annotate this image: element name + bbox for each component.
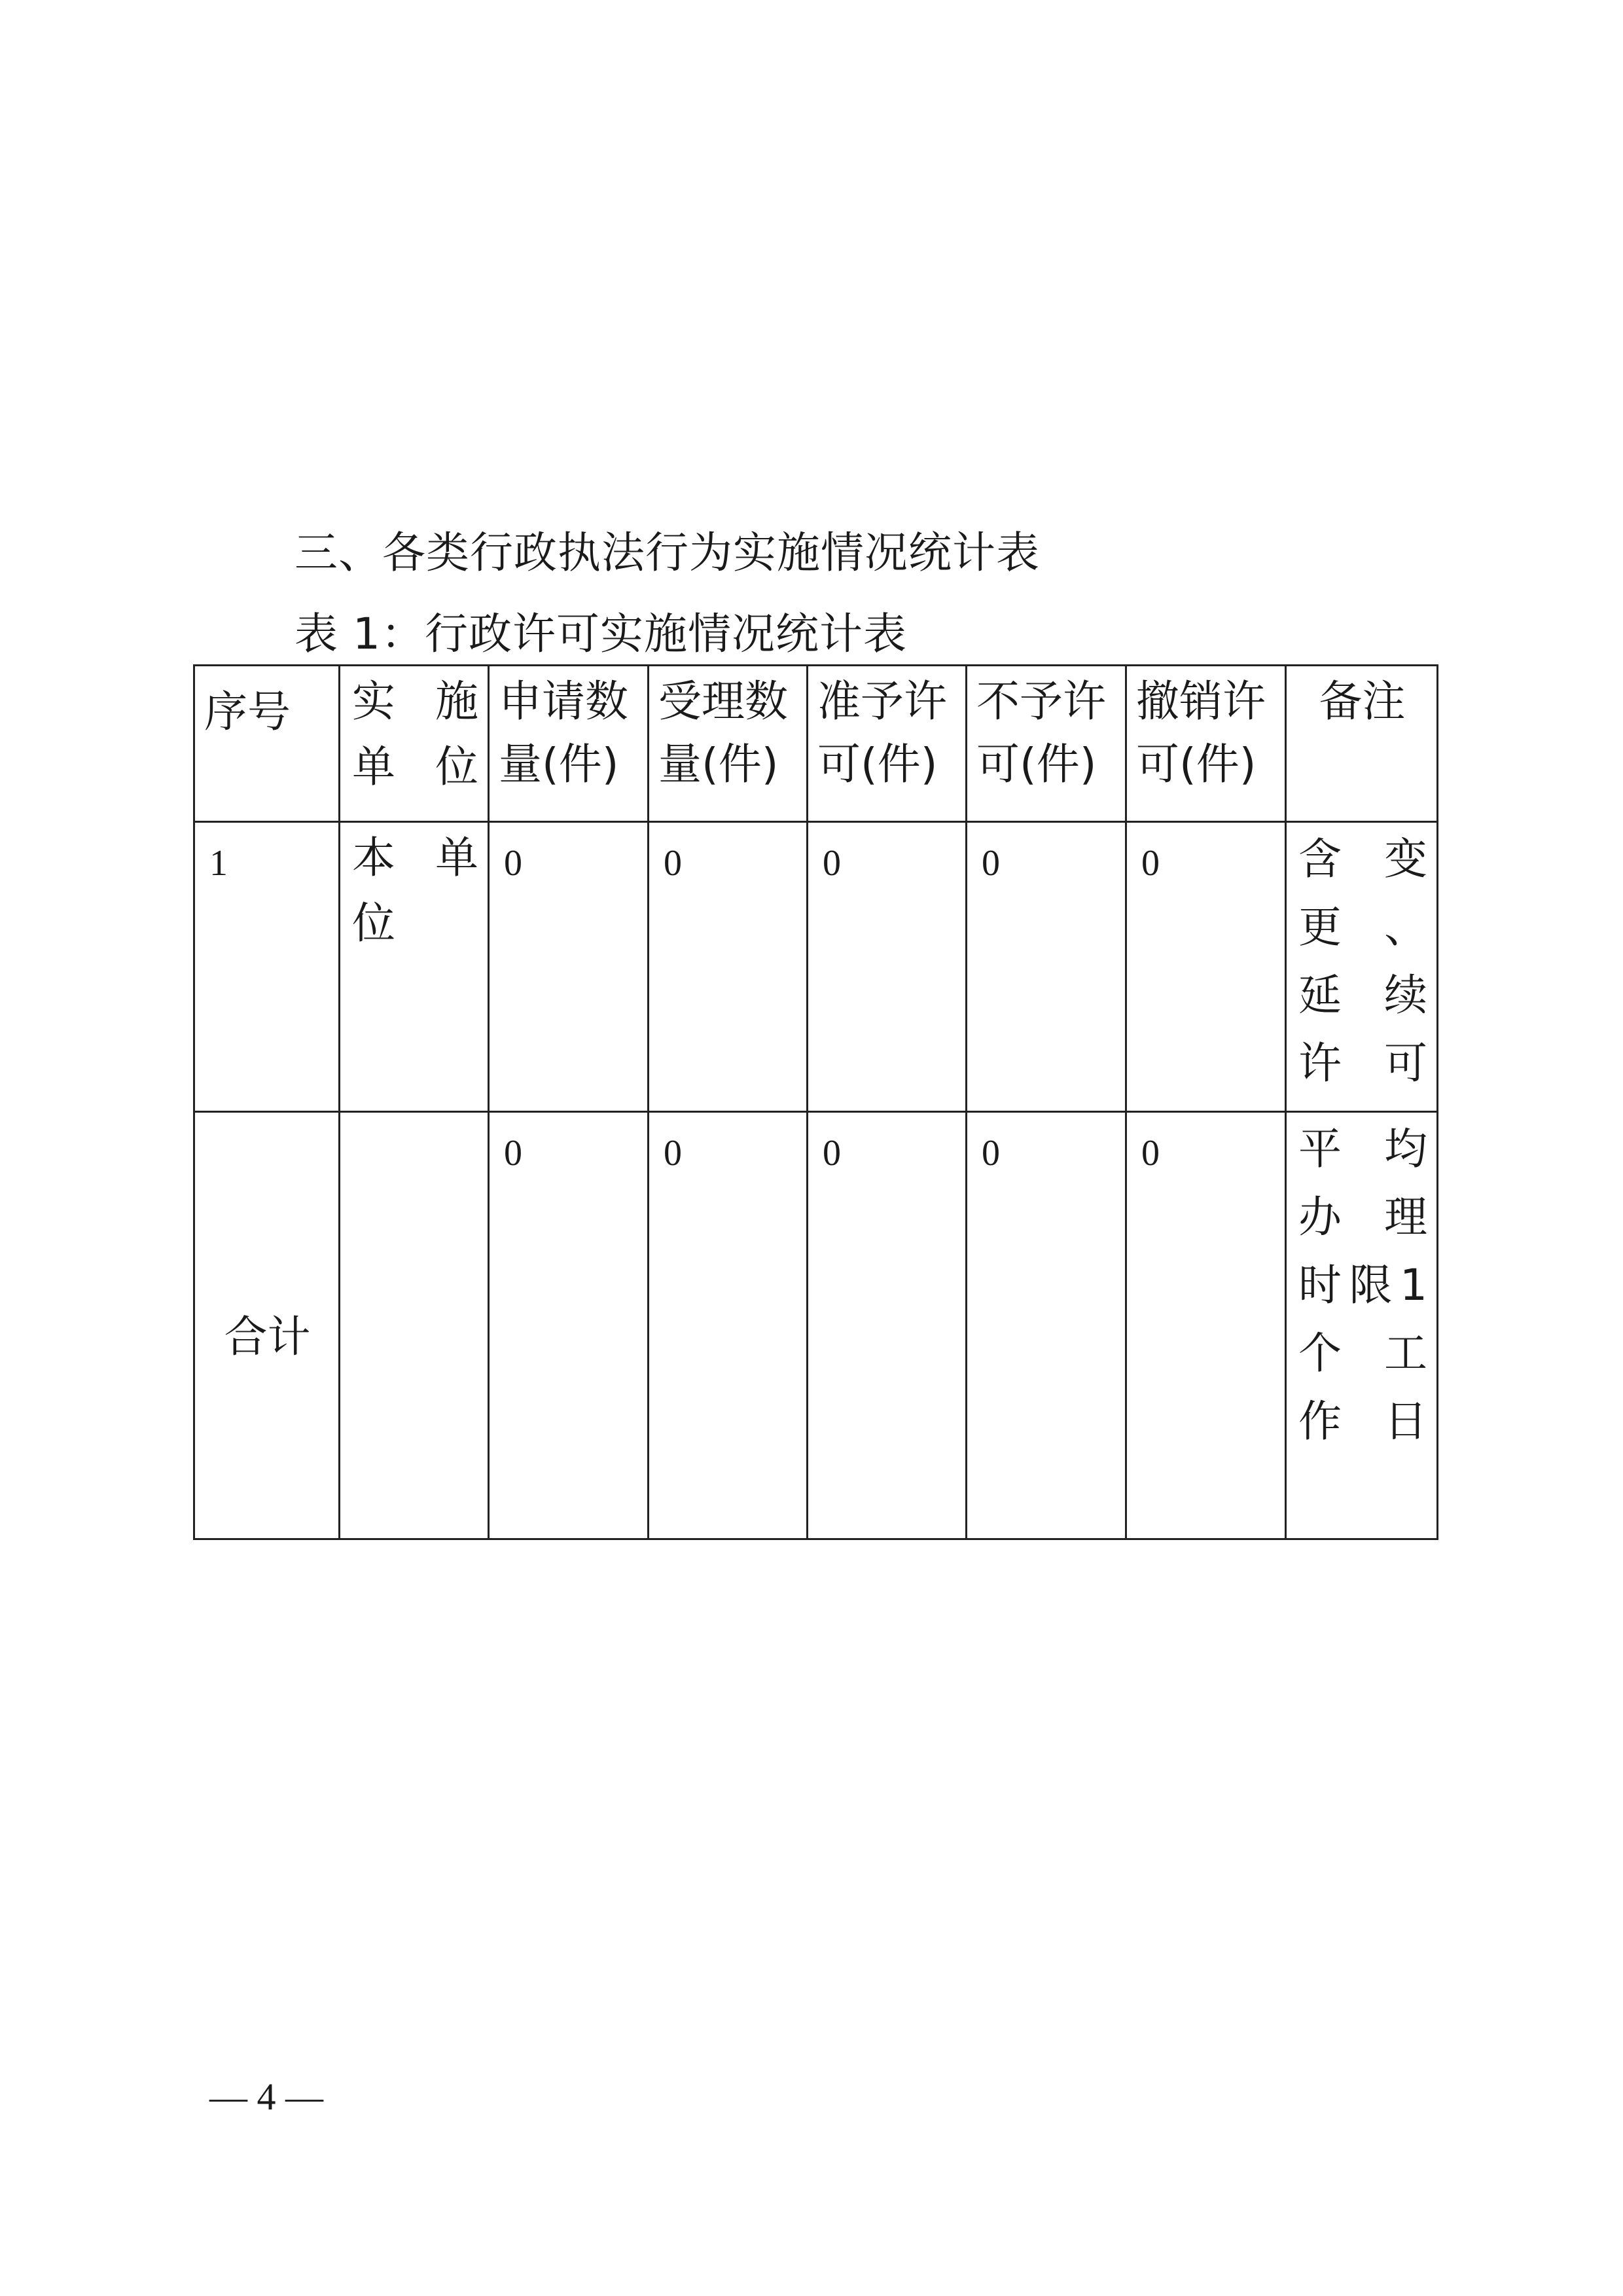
section-heading: 三、各类行政执法行为实施情况统计表: [294, 528, 1040, 578]
table-row-total: [194, 1112, 1438, 1539]
table-caption: 表 1：行政许可实施情况统计表: [294, 609, 907, 659]
header-unit: [340, 666, 489, 822]
table-header-row: [194, 666, 1438, 822]
row1-remarks: 含变更、延续许可: [1286, 822, 1438, 1112]
row1-unit-line1: 本 单: [352, 833, 478, 883]
permit-statistics-table: [193, 664, 1438, 1540]
row1-revoked: 0: [1126, 822, 1286, 1112]
row1-accepted: 0: [649, 822, 808, 1112]
header-seq: 序号: [194, 666, 340, 822]
total-unit: [340, 1112, 489, 1539]
header-applications: 申请数量(件): [489, 666, 649, 822]
total-label: 合计: [194, 1112, 340, 1539]
row1-denied: 0: [967, 822, 1126, 1112]
total-revoked: 0: [1126, 1112, 1286, 1539]
row1-unit-line2: 位: [352, 898, 395, 948]
page-number: — 4 —: [209, 2075, 323, 2118]
row1-granted: 0: [808, 822, 967, 1112]
row1-unit: [340, 822, 489, 1112]
header-unit-line1: 实 施: [352, 676, 478, 726]
row1-seq: 1: [194, 822, 340, 1112]
header-unit-line2: 单 位: [352, 742, 478, 792]
header-remarks: 备注: [1286, 666, 1438, 822]
table-row: [194, 822, 1438, 1112]
header-revoked: 撤销许可(件): [1126, 666, 1286, 822]
header-denied: 不予许可(件): [967, 666, 1126, 822]
total-granted: 0: [808, 1112, 967, 1539]
total-remarks: 平均办理时限1个工作日: [1286, 1112, 1438, 1539]
total-applications: 0: [489, 1112, 649, 1539]
total-denied: 0: [967, 1112, 1126, 1539]
header-accepted: 受理数量(件): [649, 666, 808, 822]
total-accepted: 0: [649, 1112, 808, 1539]
row1-applications: 0: [489, 822, 649, 1112]
header-granted: 准予许可(件): [808, 666, 967, 822]
